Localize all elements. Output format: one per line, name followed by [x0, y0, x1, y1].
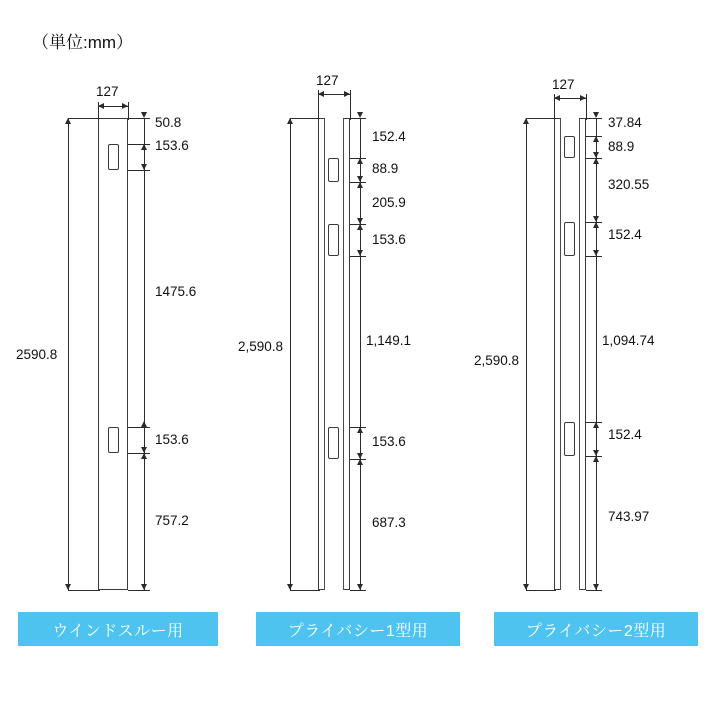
total-label: 2590.8: [16, 347, 58, 362]
caption-window-through: ウインドスルー用: [18, 612, 218, 646]
dim-205-9: 205.9: [372, 195, 406, 210]
dim-687-3: 687.3: [372, 515, 406, 530]
width-ext-left: [554, 94, 555, 120]
drawing-privacy-1: [238, 72, 468, 602]
total-ext-bottom: [290, 590, 320, 591]
total-dim-line: [526, 118, 527, 590]
inner-chain-line: [596, 118, 597, 590]
chain-tick-2: [128, 170, 150, 171]
chain-arrow-d: [141, 421, 147, 427]
drawing-privacy-2: [474, 72, 706, 602]
chain-arrow-f: [141, 453, 147, 459]
width-label: 127: [96, 84, 119, 99]
inner-arrow-f: [357, 224, 363, 230]
post-outline: [98, 118, 128, 590]
slot-1: [328, 158, 339, 182]
chain-arrow-c: [141, 164, 147, 170]
slot-3: [564, 422, 575, 456]
dim-152-4-upper: 152.4: [608, 227, 642, 242]
inner-arrow-k: [593, 584, 599, 590]
dim-50-8: 50.8: [155, 115, 182, 130]
chain-tick-5: [128, 590, 150, 591]
inner-tick-7: [350, 590, 366, 591]
dim-743-97: 743.97: [608, 509, 650, 524]
panel-window-through: [10, 72, 230, 672]
dim-320-55: 320.55: [608, 177, 650, 192]
total-ext-top: [526, 118, 556, 119]
dim-153-6-upper: 153.6: [155, 138, 189, 153]
total-dim-line: [68, 118, 69, 590]
inner-tick-0: [586, 118, 602, 119]
caption-privacy-2: プライバシー2型用: [494, 612, 698, 646]
dim-152-4-lower: 152.4: [608, 427, 642, 442]
dim-152-4: 152.4: [372, 129, 406, 144]
total-dim-line: [290, 118, 291, 590]
post-inner-line: [560, 118, 580, 590]
inner-arrow-a: [593, 112, 599, 118]
total-label: 2,590.8: [474, 353, 520, 368]
chain-line: [144, 118, 145, 590]
dim-37-84: 37.84: [608, 115, 642, 130]
inner-arrow-h: [593, 422, 599, 428]
inner-total-label: 1,094.74: [602, 333, 655, 348]
width-label: 127: [316, 73, 339, 88]
chain-arrow-b: [141, 144, 147, 150]
total-ext-bottom: [68, 590, 100, 591]
inner-arrow-g: [357, 250, 363, 256]
width-ext-right: [350, 90, 351, 120]
inner-tick-0: [350, 118, 366, 119]
dim-1475-6: 1475.6: [155, 284, 197, 299]
chain-tick-0: [128, 118, 150, 119]
slot-upper: [108, 144, 119, 170]
panel-privacy-2: [474, 72, 706, 672]
dim-88-9: 88.9: [372, 161, 399, 176]
inner-tick-7: [586, 590, 602, 591]
chain-arrow-g: [141, 584, 147, 590]
slot-1: [564, 136, 575, 158]
inner-arrow-g: [593, 250, 599, 256]
inner-arrow-a: [357, 112, 363, 118]
dim-153-6-upper: 153.6: [372, 232, 406, 247]
chain-tick-3: [128, 427, 150, 428]
inner-tick-4: [350, 256, 366, 257]
dim-153-6-lower: 153.6: [372, 434, 406, 449]
width-ext-right: [586, 94, 587, 120]
inner-arrow-b: [593, 136, 599, 142]
total-ext-top: [290, 118, 320, 119]
inner-arrow-d: [593, 158, 599, 164]
inner-arrow-d: [357, 182, 363, 188]
inner-arrow-j: [357, 459, 363, 465]
unit-note: （単位:mm）: [32, 33, 134, 52]
width-label: 127: [552, 77, 575, 92]
slot-2: [564, 222, 575, 256]
total-ext-bottom: [526, 590, 556, 591]
inner-arrow-f: [593, 222, 599, 228]
dim-153-6-lower: 153.6: [155, 432, 189, 447]
inner-arrow-j: [593, 456, 599, 462]
dim-757-2: 757.2: [155, 513, 189, 528]
slot-3: [328, 427, 339, 459]
panel-privacy-1: [238, 72, 468, 672]
total-label: 2,590.8: [238, 339, 284, 354]
inner-total-label: 1,149.1: [366, 333, 412, 348]
inner-arrow-h: [357, 427, 363, 433]
inner-arrow-k: [357, 584, 363, 590]
inner-arrow-b: [357, 158, 363, 164]
inner-tick-4: [586, 256, 602, 257]
width-ext-left: [318, 90, 319, 120]
caption-privacy-1: プライバシー1型用: [256, 612, 460, 646]
chain-arrow-a: [141, 112, 147, 118]
total-ext-top: [68, 118, 100, 119]
post-inner-line: [324, 118, 344, 590]
slot-lower: [108, 427, 119, 453]
dim-88-9: 88.9: [608, 139, 635, 154]
diagram-panels: [0, 72, 720, 672]
inner-chain-line: [360, 118, 361, 590]
slot-2: [328, 224, 339, 256]
drawing-window-through: [10, 72, 230, 602]
